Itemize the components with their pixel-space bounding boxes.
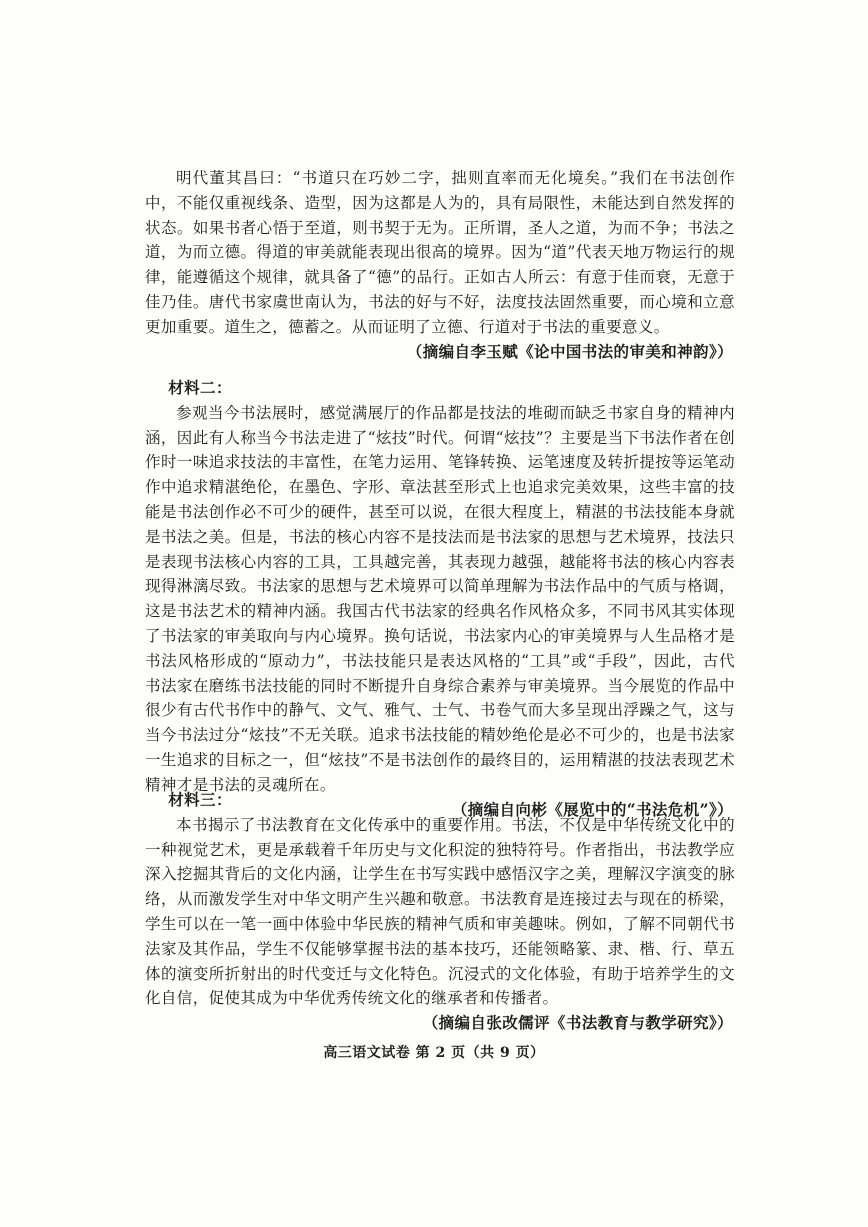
material-three-heading: 材料三：	[168, 790, 232, 809]
page-footer: 高三语文试卷 第 2 页（共 9 页）	[323, 1045, 545, 1061]
material-two-block	[145, 376, 735, 822]
material-one-block	[145, 166, 735, 364]
material-two-heading: 材料二：	[168, 378, 232, 397]
material-two-source: （摘编自向彬《展览中的“书法危机”》）	[451, 799, 733, 819]
material-two-body: 参观当今书法展时，感觉满展厅的作品都是技法的堆砌而缺乏书家自身的精神内涵，因此有人称当今书法走进了“炫技”时代。何谓“炫技”？主要是当下书法作者在创作时一味追求技法的丰富性，在笔力运用、笔锋转换、运笔速度及转折提按等运笔动作中追求精湛绝伦，在墨色、字形、章法甚至形式上也追求完美效果，这些丰富的技能是书法创作必不可少的硬件，甚至可以说，在很大程度上，精湛的书法技能本身就是书法之美。但是，书法的核心内容不是技法而是书法家的思想与艺术境界，技法只是表现书法核心内容的工具，工具越完善，其表现力越强，越能将书法的核心内容表现得淋漓尽致。书法家的思想与艺术境界可以简单理解为书法作品中的气质与格调，这是书法艺术的精神内涵。我国古代书法家的经典名作风格众多，不同书风其实体现了书法家的审美取向与内心境界。换句话说，书法家内心的审美境界与人生品格才是书法风格形成的“原动力”，书法技能只是表达风格的“工具”或“手段”，因此，古代书法家在磨练书法技能的同时不断提升自身综合素养与审美境界。当今展览的作品中很少有古代书作中的静气、文气、雅气、士气、书卷气而大多呈现出浮躁之气，这与当今书法过分“炫技”不无关联。追求书法技能的精妙绝伦是必不可少的，也是书法家一生追求的目标之一，但“炫技”不是书法创作的最终目的，运用精湛的技法表现艺术精神才是书法的灵魂所在。	[145, 403, 735, 794]
material-one-body: 明代董其昌曰：“书道只在巧妙二字，拙则直率而无化境矣。”我们在书法创作中，不能仅重视线条、造型，因为这都是人为的，具有局限性，未能达到自然发挥的状态。如果书者心悟于至道，则书契于无为。正所谓，圣人之道，为而不争；书法之道，为而立德。得道的审美就能表现出很高的境界。因为“道”代表天地万物运行的规律，能遵循这个规律，就具备了“德”的品行。正如古人所云：有意于佳而衰，无意于佳乃佳。唐代书家虞世南认为，书法的好与不好，法度技法固然重要，而心境和立意更加重要。道生之，德蓄之。从而证明了立德、行道对于书法的重要意义。	[145, 169, 735, 336]
material-three-block	[145, 788, 735, 1036]
material-three-source: （摘编自张改儒评《书法教育与教学研究》）	[422, 1013, 733, 1033]
material-one-source: （摘编自李玉赋《论中国书法的审美和神韵》）	[406, 341, 733, 361]
material-three-body: 本书揭示了书法教育在文化传承中的重要作用。书法，不仅是中华传统文化中的一种视觉艺术，更是承载着千年历史与文化积淀的独特符号。作者指出，书法教学应深入挖掘其背后的文化内涵，让学生在书写实践中感悟汉字之美，理解汉字演变的脉络，从而激发学生对中华文明产生兴趣和敬意。书法教育是连接过去与现在的桥梁，学生可以在一笔一画中体验中华民族的精神气质和审美趣味。例如，了解不同朝代书法家及其作品，学生不仅能够掌握书法的基本技巧，还能领略篆、隶、楷、行、草五体的演变所折射出的时代变迁与文化特色。沉浸式的文化体验，有助于培养学生的文化自信，促使其成为中华优秀传统文化的继承者和传播者。	[145, 815, 735, 1008]
